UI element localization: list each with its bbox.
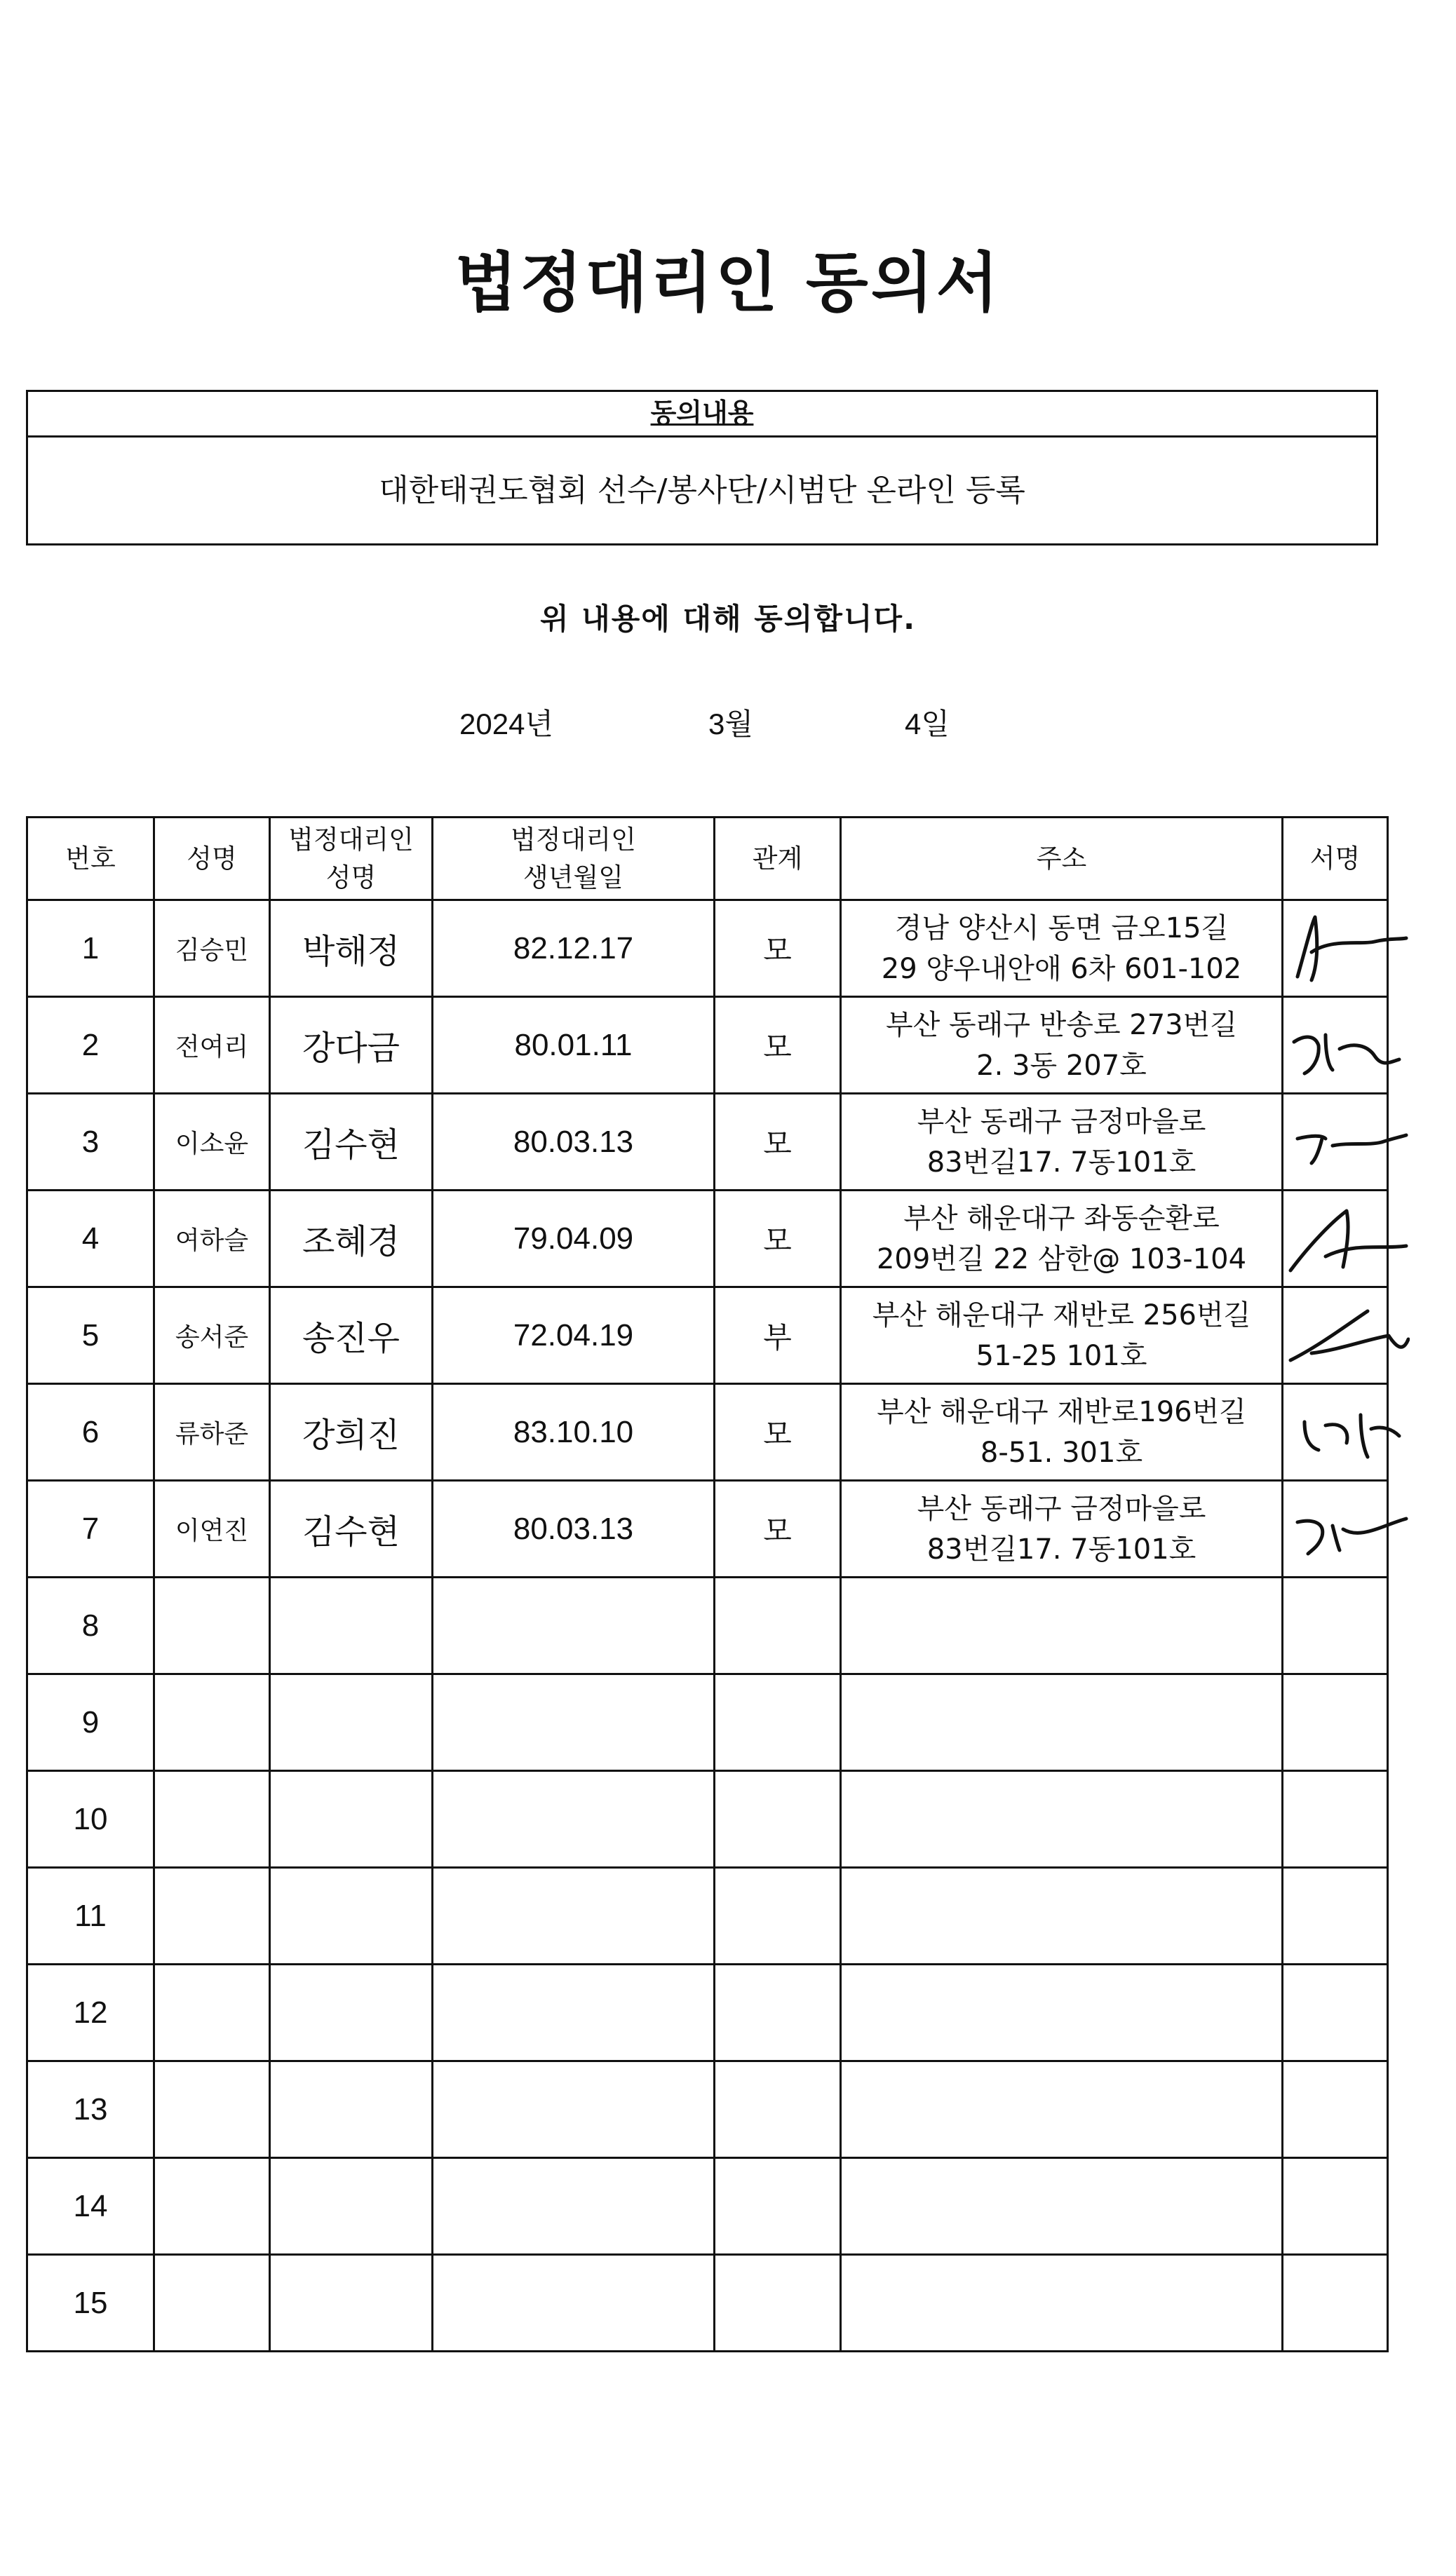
table-row xyxy=(27,1578,1388,1674)
guardian-birthdate: 82.12.17 xyxy=(433,900,715,997)
relation: 모 xyxy=(715,1094,841,1191)
row-number: 11 xyxy=(27,1868,154,1965)
student-name: 전여리 xyxy=(154,997,270,1094)
agreement-statement: 위 내용에 대해 동의합니다. xyxy=(539,602,917,636)
address-line: 29 양우내안애 6차 601-102 xyxy=(881,952,1242,985)
table-row xyxy=(27,997,1388,1094)
row-number: 15 xyxy=(27,2255,154,2352)
address xyxy=(841,900,1283,997)
relation: 모 xyxy=(715,997,841,1094)
student-name xyxy=(154,1868,270,1965)
table-row xyxy=(27,2255,1388,2352)
student-name: 송서준 xyxy=(154,1287,270,1384)
guardian-birthdate: 80.03.13 xyxy=(433,1094,715,1191)
guardian-birthdate xyxy=(433,1674,715,1771)
signature-cell xyxy=(1283,1578,1388,1674)
handwritten-signature xyxy=(1283,1007,1410,1084)
guardian-birthdate xyxy=(433,1771,715,1868)
table-row xyxy=(27,1481,1388,1578)
student-name xyxy=(154,2061,270,2158)
guardian-name: 강희진 xyxy=(270,1384,433,1481)
relation: 모 xyxy=(715,1481,841,1578)
address-line: 83번길17. 7동101호 xyxy=(926,1146,1197,1179)
relation: 모 xyxy=(715,1384,841,1481)
student-name xyxy=(154,2255,270,2352)
handwritten-signature xyxy=(1283,910,1410,987)
row-number: 3 xyxy=(27,1094,154,1191)
consent-content: 대한태권도협회 선수/봉사단/시범단 온라인 등록 xyxy=(379,473,1025,508)
address-line: 부산 동래구 금정마을로 xyxy=(917,1105,1206,1138)
handwritten-signature xyxy=(1283,1491,1410,1568)
student-name xyxy=(154,1578,270,1674)
address-line: 경남 양산시 동면 금오15길 xyxy=(894,911,1229,944)
guardian-name xyxy=(270,1674,433,1771)
address-line: 부산 동래구 반송로 273번길 xyxy=(886,1008,1237,1041)
address xyxy=(841,1965,1283,2061)
row-number: 7 xyxy=(27,1481,154,1578)
student-name: 류하준 xyxy=(154,1384,270,1481)
student-name: 이소윤 xyxy=(154,1094,270,1191)
table-row xyxy=(27,1287,1388,1384)
address-line: 83번길17. 7동101호 xyxy=(926,1533,1197,1566)
student-name: 김승민 xyxy=(154,900,270,997)
header-address: 주소 xyxy=(841,818,1283,900)
guardian-name xyxy=(270,2255,433,2352)
address-line: 8-51. 301호 xyxy=(980,1436,1143,1469)
row-number: 12 xyxy=(27,1965,154,2061)
consent-box xyxy=(26,390,1378,545)
row-number: 8 xyxy=(27,1578,154,1674)
address-line: 2. 3동 207호 xyxy=(976,1049,1147,1082)
table-header-row xyxy=(27,818,1388,900)
address xyxy=(841,1868,1283,1965)
guardian-birthdate xyxy=(433,2158,715,2255)
signature-cell xyxy=(1283,1094,1388,1191)
table-row xyxy=(27,2061,1388,2158)
row-number: 5 xyxy=(27,1287,154,1384)
table-row xyxy=(27,1384,1388,1481)
guardian-name: 강다금 xyxy=(270,997,433,1094)
header-signature: 서명 xyxy=(1283,818,1388,900)
signature-cell xyxy=(1283,1965,1388,2061)
address xyxy=(841,2255,1283,2352)
header-no: 번호 xyxy=(27,818,154,900)
row-number: 1 xyxy=(27,900,154,997)
table-row xyxy=(27,900,1388,997)
address xyxy=(841,1384,1283,1481)
relation xyxy=(715,2158,841,2255)
student-name xyxy=(154,2158,270,2255)
relation: 모 xyxy=(715,1191,841,1287)
address-line: 부산 동래구 금정마을로 xyxy=(917,1492,1206,1525)
row-number: 2 xyxy=(27,997,154,1094)
address xyxy=(841,997,1283,1094)
signature-cell xyxy=(1283,2255,1388,2352)
row-number: 4 xyxy=(27,1191,154,1287)
signature-cell xyxy=(1283,1674,1388,1771)
table-row xyxy=(27,1094,1388,1191)
date-day: 4일 xyxy=(905,707,950,740)
row-number: 6 xyxy=(27,1384,154,1481)
consent-header-label: 동의내용 xyxy=(650,398,754,428)
relation xyxy=(715,1868,841,1965)
address xyxy=(841,1191,1283,1287)
signature-cell xyxy=(1283,1771,1388,1868)
relation xyxy=(715,2061,841,2158)
guardian-birthdate: 80.01.11 xyxy=(433,997,715,1094)
guardian-birthdate xyxy=(433,1965,715,2061)
address xyxy=(841,1578,1283,1674)
guardian-name xyxy=(270,1771,433,1868)
guardian-birthdate xyxy=(433,2061,715,2158)
row-number: 14 xyxy=(27,2158,154,2255)
address-line: 부산 해운대구 재반로196번길 xyxy=(877,1395,1246,1428)
relation xyxy=(715,2255,841,2352)
guardian-birthdate: 79.04.09 xyxy=(433,1191,715,1287)
guardian-name: 박해정 xyxy=(270,900,433,997)
signature-cell xyxy=(1283,1191,1388,1287)
address-line: 51-25 101호 xyxy=(976,1339,1147,1372)
guardian-birthdate xyxy=(433,2255,715,2352)
guardian-name: 송진우 xyxy=(270,1287,433,1384)
address xyxy=(841,1481,1283,1578)
relation: 부 xyxy=(715,1287,841,1384)
guardian-name xyxy=(270,1965,433,2061)
address-line: 부산 해운대구 재반로 256번길 xyxy=(872,1299,1251,1331)
date-year: 2024년 xyxy=(459,707,554,740)
address-line: 부산 해운대구 좌동순환로 xyxy=(903,1202,1220,1235)
guardian-name: 조혜경 xyxy=(270,1191,433,1287)
guardian-name xyxy=(270,1868,433,1965)
row-number: 13 xyxy=(27,2061,154,2158)
guardian-table xyxy=(26,816,1389,2352)
signature-cell xyxy=(1283,900,1388,997)
consent-header xyxy=(28,392,1376,438)
student-name xyxy=(154,1965,270,2061)
table-row xyxy=(27,1868,1388,1965)
address xyxy=(841,2061,1283,2158)
student-name xyxy=(154,1771,270,1868)
guardian-name: 김수현 xyxy=(270,1481,433,1578)
signature-cell xyxy=(1283,997,1388,1094)
row-number: 10 xyxy=(27,1771,154,1868)
address xyxy=(841,1674,1283,1771)
table-row xyxy=(27,1965,1388,2061)
relation xyxy=(715,1965,841,2061)
guardian-birthdate xyxy=(433,1578,715,1674)
header-name: 성명 xyxy=(154,818,270,900)
address xyxy=(841,1094,1283,1191)
guardian-birthdate: 80.03.13 xyxy=(433,1481,715,1578)
handwritten-signature xyxy=(1283,1104,1410,1181)
student-name xyxy=(154,1674,270,1771)
signature-cell xyxy=(1283,1287,1388,1384)
guardian-name: 김수현 xyxy=(270,1094,433,1191)
handwritten-signature xyxy=(1283,1394,1410,1471)
document-title: 법정대리인 동의서 xyxy=(454,245,1002,320)
address xyxy=(841,2158,1283,2255)
handwritten-signature xyxy=(1283,1200,1410,1277)
guardian-birthdate: 72.04.19 xyxy=(433,1287,715,1384)
guardian-birthdate: 83.10.10 xyxy=(433,1384,715,1481)
signature-cell xyxy=(1283,1481,1388,1578)
relation xyxy=(715,1674,841,1771)
handwritten-signature xyxy=(1283,1297,1410,1374)
date-month: 3월 xyxy=(708,707,753,740)
guardian-name xyxy=(270,2061,433,2158)
guardian-name xyxy=(270,1578,433,1674)
address-line: 209번길 22 삼한@ 103-104 xyxy=(876,1242,1247,1275)
table-row xyxy=(27,2158,1388,2255)
guardian-birthdate xyxy=(433,1868,715,1965)
signature-cell xyxy=(1283,1868,1388,1965)
address xyxy=(841,1771,1283,1868)
relation: 모 xyxy=(715,900,841,997)
guardian-name xyxy=(270,2158,433,2255)
relation xyxy=(715,1578,841,1674)
signature-cell xyxy=(1283,1384,1388,1481)
header-guardian-name: 법정대리인 성명 xyxy=(270,818,433,900)
header-guardian-birth: 법정대리인 생년월일 xyxy=(433,818,715,900)
student-name: 이연진 xyxy=(154,1481,270,1578)
student-name: 여하슬 xyxy=(154,1191,270,1287)
address xyxy=(841,1287,1283,1384)
relation xyxy=(715,1771,841,1868)
table-row xyxy=(27,1674,1388,1771)
signature-cell xyxy=(1283,2158,1388,2255)
table-row xyxy=(27,1191,1388,1287)
signature-cell xyxy=(1283,2061,1388,2158)
table-row xyxy=(27,1771,1388,1868)
header-relation: 관계 xyxy=(715,818,841,900)
row-number: 9 xyxy=(27,1674,154,1771)
